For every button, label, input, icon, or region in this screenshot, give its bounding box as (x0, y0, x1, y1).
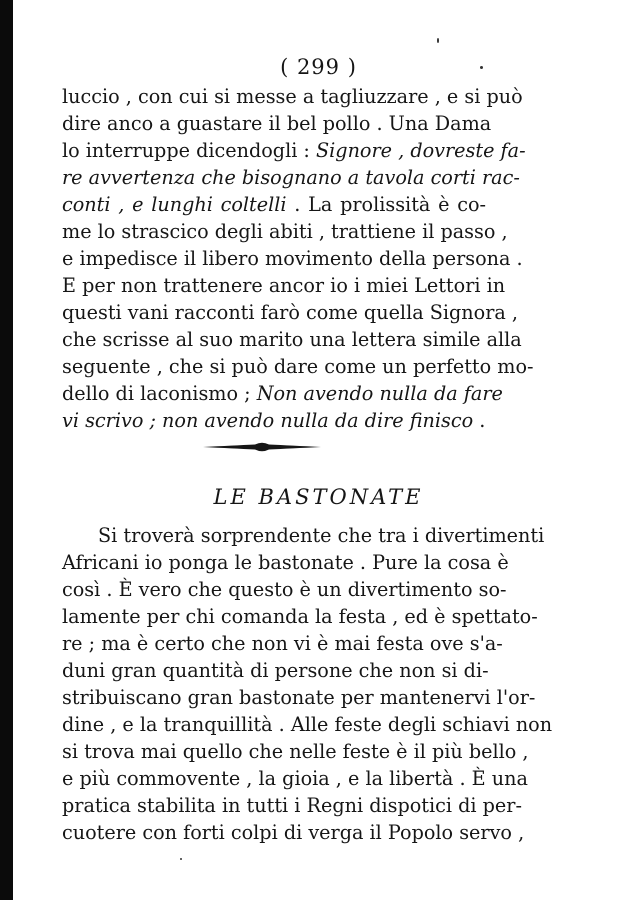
text-line (62, 816, 525, 850)
text-span: seguente , che si può dare come un perfetto mo- (62, 355, 534, 378)
italic-text: vi scrivo ; non avendo nulla da dire finisco (62, 409, 474, 432)
binding-edge (0, 0, 13, 900)
text-span: pratica stabilita in tutti i Regni dispotici di per- (62, 794, 522, 817)
text-span: e più commovente , la gioia , e la libertà . È una (62, 767, 528, 790)
print-speck (480, 66, 483, 69)
text-span: stribuiscano gran bastonate per mantenervi l'or- (62, 686, 536, 709)
text-span: Si troverà sorprendente che tra i divertimenti (98, 524, 545, 547)
text-span: cuotere con forti colpi di verga il Popolo servo , (62, 821, 525, 844)
text-span: così . È vero che questo è un divertimento so- (62, 578, 507, 601)
text-span: E per non trattenere ancor io i miei Lettori in (62, 274, 506, 297)
text-span: lo interruppe dicendogli : (62, 139, 317, 162)
text-span: che scrisse al suo marito una lettera simile alla (62, 328, 522, 351)
text-line (62, 404, 486, 438)
section-title: LE BASTONATE (213, 485, 424, 509)
italic-text: re avvertenza che bisognano a tavola corti rac- (62, 166, 520, 189)
text-span: dine , e la tranquillità . Alle feste degli schiavi non (62, 713, 553, 736)
text-span: me lo strascico degli abiti , trattiene il passo , (62, 220, 508, 243)
italic-text: Signore , dovreste fa- (316, 139, 526, 162)
text-span: luccio , con cui si messe a tagliuzzare , e si può (62, 85, 523, 108)
italic-text: conti , e lunghi coltelli (62, 193, 287, 216)
text-span: re ; ma è certo che non vi è mai festa ove s'a- (62, 632, 503, 655)
italic-text: Non avendo nulla da fare (256, 382, 503, 405)
text-span: dire anco a guastare il bel pollo . Una Dama (62, 112, 492, 135)
print-speck (437, 38, 439, 43)
text-span: Africani io ponga le bastonate . Pure la cosa è (62, 551, 509, 574)
page-number: ( 299 ) (280, 55, 357, 79)
text-span: si trova mai quello che nelle feste è il più bello , (62, 740, 529, 763)
text-span: e impedisce il libero movimento della persona . (62, 247, 523, 270)
text-span: duni gran quantità di persone che non si di- (62, 659, 489, 682)
text-span: dello di laconismo ; (62, 382, 257, 405)
text-span: lamente per chi comanda la festa , ed è spettato- (62, 605, 538, 628)
text-span: . (473, 409, 486, 432)
text-span: . La prolissità è co- (286, 193, 486, 216)
text-span: questi vani racconti farò come quella Signora , (62, 301, 519, 324)
ornament-divider-icon (203, 438, 321, 456)
print-speck (180, 858, 182, 860)
